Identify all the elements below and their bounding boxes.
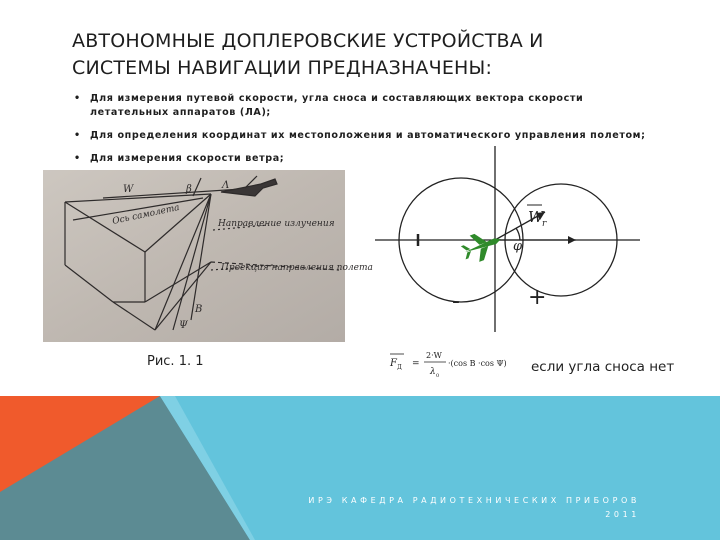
formula-denominator: λ [430,367,436,377]
w-label: W [528,208,544,226]
figure-label-radiation: Направление излучения [218,219,335,229]
figure-caption: Рис. 1. 1 [147,354,204,369]
bullet-marker: • [74,130,81,141]
figure-label-axis: Ось самолета [111,202,181,227]
w-subscript: r [542,219,547,229]
airplane-icon [458,226,505,266]
bullet-text: Для измерения скорости ветра; [90,153,285,164]
formula-lhs-sub: Д [397,364,402,371]
bullet-item [72,92,652,120]
bullet-text: Для измерения путевой скорости, угла сноса и составляющих вектора скорости летательных аппаратов (ЛА); [90,93,584,118]
bullet-item [72,129,652,143]
figure-label-projection: Проекция направления полета [221,263,373,273]
figure-label-w: W [123,184,134,195]
phi-label: φ [513,239,523,254]
doppler-formula [386,344,526,380]
figure-label-beta: β [186,184,192,195]
figure-label-b: B [195,304,203,315]
minus-label: - [452,289,460,314]
bullet-marker: • [74,153,81,164]
figure-label-psi: Ψ [179,320,188,331]
bullet-text: Для определения координат их местоположения и автоматического управления полетом; [90,130,646,141]
slide-title: АВТОНОМНЫЕ ДОПЛЕРОВСКИЕ УСТРОЙСТВА И СИСТЕМЫ НАВИГАЦИИ ПРЕДНАЗНАЧЕНЫ: [72,30,544,79]
doppler-circle-diagram [370,146,650,332]
bullet-marker: • [74,93,81,104]
footer-department: ИРЭ КАФЕДРА РАДИОТЕХНИЧЕСКИХ ПРИБОРОВ [308,496,640,505]
velocity-arrow-head [568,236,576,244]
formula-denominator-sub: 0 [436,373,440,379]
formula-numerator: 2·W [426,351,442,360]
formula-note: если угла сноса нет [531,359,675,375]
formula-equals: = [412,359,420,369]
doppler-geometry-figure [43,170,373,342]
formula-lhs: F [390,358,397,369]
footer-year: 2011 [605,510,640,519]
formula-rhs: ·(cos B ·cos Ψ) [448,359,507,368]
figure-label-lambda: Λ [222,180,230,191]
plus-label: + [528,285,547,310]
